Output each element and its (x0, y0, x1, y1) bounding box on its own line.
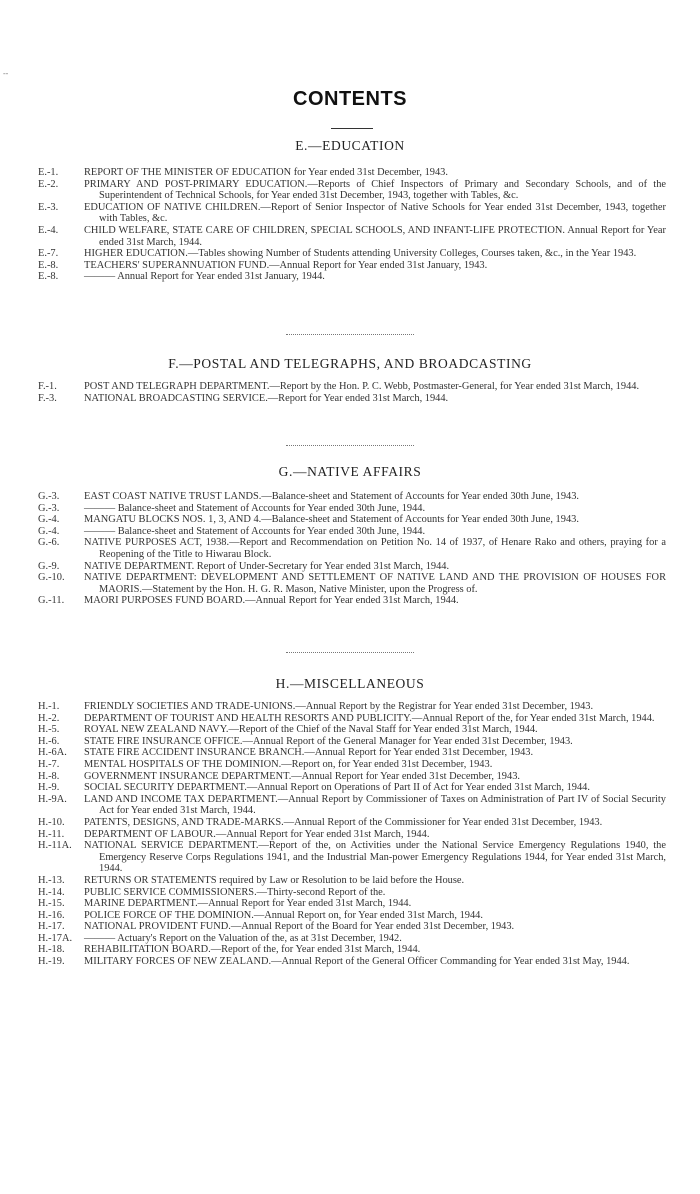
entry-text: DEPARTMENT OF TOURIST AND HEALTH RESORTS AND PUBLICITY.—Annual Report of the, for Year ended 31st March, 1944. (84, 712, 655, 724)
contents-entry (0, 782, 700, 794)
contents-entry (0, 794, 700, 817)
section-entries-e (0, 167, 700, 283)
entry-text: ——— Actuary's Report on the Valuation of the, as at 31st December, 1942. (84, 932, 402, 944)
contents-entry (0, 572, 700, 595)
contents-entry (0, 381, 700, 393)
entry-text: NATIONAL SERVICE DEPARTMENT.—Report of the, on Activities under the National Service Emergency Regulations 1940, the Emergency Reserve Corps Regulations 1941, and the Industrial Man-power Emergency Regulations 1944, for Year ended 31st March, 1944. (84, 840, 666, 875)
entry-code: H.-6A. (38, 747, 67, 759)
entry-text: CHILD WELFARE, STATE CARE OF CHILDREN, SPECIAL SCHOOLS, AND INFANT-LIFE PROTECTION. Annual Report for Year ended 31st March, 1944. (84, 224, 666, 248)
contents-entry (0, 393, 700, 405)
section-separator (286, 652, 414, 653)
entry-code: E.-8. (38, 259, 59, 271)
entry-text: NATIVE DEPARTMENT: DEVELOPMENT AND SETTLEMENT OF NATIVE LAND AND THE PROVISION OF HOUSES FOR MAORIS.—Statement by the Hon. H. G. R. Mason, Native Minister, upon the Progress of. (84, 572, 666, 595)
entry-text: LAND AND INCOME TAX DEPARTMENT.—Annual Report by Commissioner of Taxes on Administration of Part IV of Social Security Act for Year ended 31st March, 1944. (84, 793, 666, 817)
entry-code: H.-10. (38, 816, 65, 828)
contents-entry (0, 202, 700, 225)
entry-text: STATE FIRE INSURANCE OFFICE.—Annual Report of the General Manager for Year ended 31st December, 1943. (84, 735, 573, 747)
contents-entry (0, 561, 700, 573)
entry-code: F.-1. (38, 381, 57, 392)
entry-code: H.-17. (38, 921, 65, 933)
entry-code: H.-1. (38, 701, 60, 712)
entry-code: G.-4. (38, 514, 60, 526)
section-entries-h (0, 701, 700, 968)
contents-entry (0, 771, 700, 783)
entry-text: PRIMARY AND POST-PRIMARY EDUCATION.—Reports of Chief Inspectors of Primary and Secondary Schools, and of the Superintendent of Technical Schools, for Year ended 31st December, 1943, together with Tables, &c. (84, 178, 666, 202)
entry-text: NATIONAL BROADCASTING SERVICE.—Report for Year ended 31st March, 1944. (84, 392, 449, 404)
entry-code: E.-2. (38, 178, 59, 190)
entry-code: E.-4. (38, 224, 59, 236)
entry-code: H.-7. (38, 758, 60, 770)
entry-text: SOCIAL SECURITY DEPARTMENT.—Annual Report on Operations of Part II of Act for Year ended 31st March, 1944. (84, 782, 590, 794)
contents-entry (0, 759, 700, 771)
contents-entry (0, 887, 700, 899)
section-heading-e: E.—EDUCATION (295, 138, 405, 153)
entry-text: NATIVE DEPARTMENT. Report of Under-Secretary for Year ended 31st March, 1944. (84, 560, 450, 572)
entry-text: MANGATU BLOCKS NOS. 1, 3, AND 4.—Balance-sheet and Statement of Accounts for Year ended 30th June, 1943. (84, 514, 579, 526)
entry-text: MILITARY FORCES OF NEW ZEALAND.—Annual Report of the General Officer Commanding for Year ended 31st May, 1944. (84, 956, 630, 968)
entry-code: F.-3. (38, 392, 57, 404)
entry-text: TEACHERS' SUPERANNUATION FUND.—Annual Report for Year ended 31st January, 1943. (84, 259, 488, 271)
contents-entry (0, 248, 700, 260)
section-heading-f: F.—POSTAL AND TELEGRAPHS, AND BROADCASTING (168, 356, 532, 371)
entry-code: H.-11. (38, 828, 65, 840)
entry-text: POST AND TELEGRAPH DEPARTMENT.—Report by the Hon. P. C. Webb, Postmaster-General, for Year ended 31st March, 1944. (84, 381, 640, 392)
contents-entry (0, 260, 700, 272)
contents-entry (0, 875, 700, 887)
contents-entry (0, 271, 700, 283)
contents-entry (0, 910, 700, 922)
entry-code: G.-9. (38, 560, 60, 572)
entry-text: MAORI PURPOSES FUND BOARD.—Annual Report for Year ended 31st March, 1944. (84, 595, 459, 607)
contents-entry (0, 179, 700, 202)
contents-entry (0, 736, 700, 748)
entry-text: EDUCATION OF NATIVE CHILDREN.—Report of Senior Inspector of Native Schools for Year ended 31st December, 1943, together with Tables, &c. (84, 201, 666, 225)
title-rule (331, 128, 373, 129)
entry-code: G.-4. (38, 525, 60, 537)
entry-text: DEPARTMENT OF LABOUR.—Annual Report for Year ended 31st March, 1944. (84, 828, 430, 840)
entry-code: H.-9. (38, 782, 60, 794)
entry-code: H.-13. (38, 874, 65, 886)
entry-code: E.-8. (38, 271, 59, 283)
contents-entry (0, 817, 700, 829)
entry-text: GOVERNMENT INSURANCE DEPARTMENT.—Annual Report for Year ended 31st December, 1943. (84, 770, 520, 782)
entry-text: PUBLIC SERVICE COMMISSIONERS.—Thirty-second Report of the. (84, 886, 386, 898)
entry-text: REHABILITATION BOARD.—Report of the, for Year ended 31st March, 1944. (84, 944, 421, 956)
entry-code: H.-14. (38, 886, 65, 898)
entry-code: H.-16. (38, 909, 65, 921)
contents-entry (0, 514, 700, 526)
entry-code: E.-1. (38, 167, 59, 178)
entry-code: H.-8. (38, 770, 60, 782)
contents-entry (0, 829, 700, 841)
entry-text: STATE FIRE ACCIDENT INSURANCE BRANCH.—Annual Report for Year ended 31st December, 1943. (84, 747, 534, 759)
entry-code: H.-9A. (38, 793, 67, 805)
entry-text: NATIVE PURPOSES ACT, 1938.—Report and Recommendation on Petition No. 14 of 1937, of Henare Rako and others, praying for a Reopening of the Title to Hiwarau Block. (84, 537, 666, 560)
entry-code: H.-17A. (38, 932, 73, 944)
contents-entry (0, 537, 700, 560)
entry-code: E.-7. (38, 248, 59, 260)
entry-text: REPORT OF THE MINISTER OF EDUCATION for Year ended 31st December, 1943. (84, 167, 448, 178)
contents-entry (0, 840, 700, 875)
contents-entry (0, 713, 700, 725)
contents-entry (0, 898, 700, 910)
entry-code: G.-10. (38, 572, 65, 584)
contents-entry (0, 491, 700, 503)
contents-entry (0, 225, 700, 248)
section-separator (286, 334, 414, 335)
contents-entry (0, 167, 700, 179)
contents-entry (0, 921, 700, 933)
entry-code: E.-3. (38, 201, 59, 213)
entry-code: H.-15. (38, 898, 65, 910)
section-entries-f (0, 381, 700, 404)
section-heading-h: H.—MISCELLANEOUS (275, 676, 425, 691)
entry-code: H.-2. (38, 712, 60, 724)
entry-text: PATENTS, DESIGNS, AND TRADE-MARKS.—Annual Report of the Commissioner for Year ended 31st December, 1943. (84, 816, 603, 828)
entry-text: NATIONAL PROVIDENT FUND.—Annual Report of the Board for Year ended 31st December, 1943. (84, 921, 515, 933)
contents-entry (0, 526, 700, 538)
contents-entry (0, 701, 700, 713)
entry-text: MARINE DEPARTMENT.—Annual Report for Year ended 31st March, 1944. (84, 898, 412, 910)
section-heading-g: G.—NATIVE AFFAIRS (278, 464, 422, 479)
contents-entry (0, 956, 700, 968)
entry-text: ROYAL NEW ZEALAND NAVY.—Report of the Chief of the Naval Staff for Year ended 31st March, 1944. (84, 724, 538, 736)
entry-code: H.-11A. (38, 840, 72, 852)
entry-code: G.-6. (38, 537, 60, 549)
contents-entry (0, 944, 700, 956)
section-separator (286, 445, 414, 446)
contents-entry (0, 595, 700, 607)
contents-entry (0, 933, 700, 945)
entry-text: ——— Annual Report for Year ended 31st January, 1944. (84, 271, 325, 283)
entry-code: H.-19. (38, 956, 65, 968)
contents-entry (0, 503, 700, 515)
entry-text: ——— Balance-sheet and Statement of Accounts for Year ended 30th June, 1944. (84, 525, 426, 537)
contents-entry (0, 724, 700, 736)
entry-text: RETURNS OR STATEMENTS required by Law or Resolution to be laid before the House. (84, 874, 465, 886)
contents-entry (0, 747, 700, 759)
entry-text: MENTAL HOSPITALS OF THE DOMINION.—Report on, for Year ended 31st December, 1943. (84, 758, 493, 770)
entry-text: FRIENDLY SOCIETIES AND TRADE-UNIONS.—Annual Report by the Registrar for Year ended 31st December, 1943. (84, 701, 594, 712)
entry-code: H.-5. (38, 724, 60, 736)
scan-mark: -‐ (3, 69, 9, 78)
entry-code: G.-3. (38, 502, 60, 514)
entry-text: ——— Balance-sheet and Statement of Accounts for Year ended 30th June, 1944. (84, 502, 426, 514)
entry-code: G.-11. (38, 595, 65, 607)
page-title: CONTENTS (293, 88, 407, 110)
section-entries-g (0, 491, 700, 607)
entry-text: POLICE FORCE OF THE DOMINION.—Annual Report on, for Year ended 31st March, 1944. (84, 909, 483, 921)
entry-text: EAST COAST NATIVE TRUST LANDS.—Balance-sheet and Statement of Accounts for Year ended 30th June, 1943. (84, 491, 580, 502)
entry-code: H.-6. (38, 735, 60, 747)
entry-text: HIGHER EDUCATION.—Tables showing Number of Students attending University Colleges, Courses taken, &c., in the Year 1943. (84, 248, 637, 260)
entry-code: G.-3. (38, 491, 60, 502)
entry-code: H.-18. (38, 944, 65, 956)
